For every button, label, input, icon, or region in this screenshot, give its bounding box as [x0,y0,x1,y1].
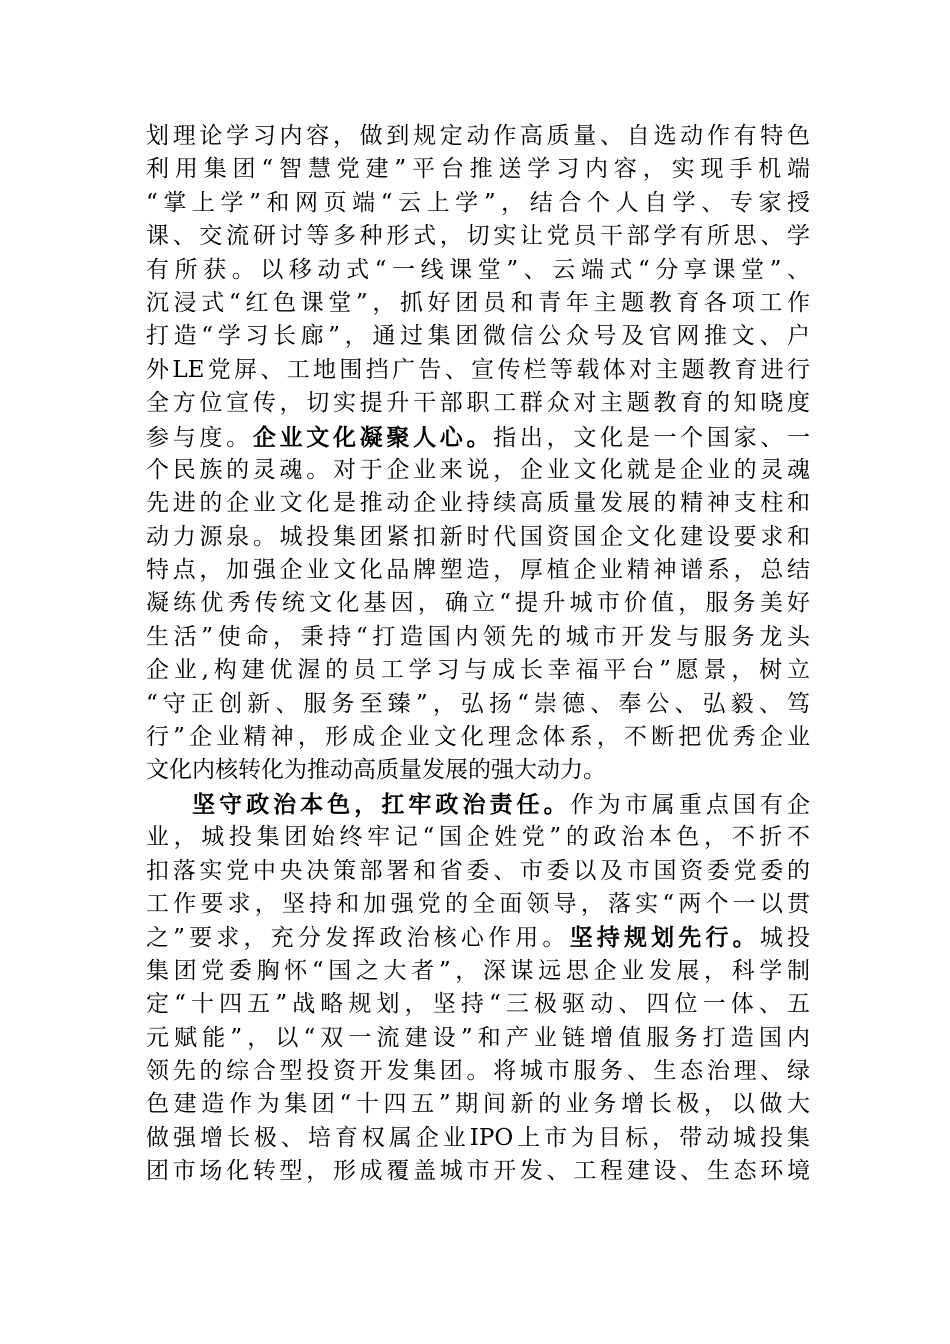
line-text: 团市场化转型，形成覆盖城市开发、工程建设、生态环境 [146,1158,810,1185]
line-text: 有所获。以移动式“一线课堂”、云端式“分享课堂”、 [146,256,810,283]
line-text: 定“十四五”战略规划，坚持“三极驱动、四位一体、五 [146,991,810,1018]
line-text: 打造“学习长廊”，通过集团微信公众号及官网推文、户 [146,323,810,350]
text-line [146,454,810,487]
line-text: 扣落实党中央决策部署和省委、市委以及市国资委党委的 [146,857,810,884]
line-text: “掌上学”和网页端“云上学”，结合个人自学、专家授 [146,189,810,216]
text-line [146,587,810,620]
text-line [146,120,810,153]
text-line [146,888,810,921]
line-text: 色建造作为集团“十四五”期间新的业务增长极，以做大 [146,1091,810,1118]
text-line [146,554,810,587]
text-line [146,754,810,787]
line-text: 个民族的灵魂。对于企业来说，企业文化就是企业的灵魂 [146,456,810,483]
line-text: 先进的企业文化是推动企业持续高质量发展的精神支柱和 [146,490,810,517]
line-text: 生活”使命，秉持“打造国内领先的城市开发与服务龙头 [146,623,810,650]
text-line [146,1022,810,1055]
line-text: 参与度。 [146,424,253,451]
line-text: 工作要求，坚持和加强党的全面领导，落实“两个一以贯 [146,890,810,917]
line-text: 课、交流研讨等多种形式，切实让党员干部学有所思、学 [146,223,810,250]
text-line [146,621,810,654]
line-text: 外LE党屏、工地围挡广告、宣传栏等载体对主题教育进行 [146,356,810,383]
text-line [146,220,810,253]
line-text: 行”企业精神，形成企业文化理念体系，不断把优秀企业 [146,724,810,751]
line-text: 动力源泉。城投集团紧扣新时代国资国企文化建设要求和 [146,523,810,550]
line-text: 利用集团“智慧党建”平台推送学习内容，实现手机端 [146,156,810,183]
line-text: 之”要求，充分发挥政治核心作用。 [146,925,570,952]
text-line [146,320,810,353]
text-line [146,821,810,854]
line-text: 凝练优秀传统文化基因，确立“提升城市价值，服务美好 [146,590,810,617]
line-text: 沉浸式“红色课堂”，抓好团员和青年主题教育各项工作 [146,289,810,316]
line-text: 业，城投集团始终牢记“国企姓党”的政治本色，不折不 [146,824,810,851]
text-line [146,988,810,1021]
paragraph-start-line [146,788,810,821]
line-text: 集团党委胸怀“国之大者”，深谋远思企业发展，科学制 [146,957,810,984]
text-line [146,721,810,754]
text-line [146,421,810,454]
text-line [146,654,810,687]
text-line [146,688,810,721]
bold-heading-enterprise-culture: 企业文化凝聚人心。 [252,423,494,451]
body-text [146,120,810,1189]
line-text: 划理论学习内容，做到规定动作高质量、自选动作有特色 [146,123,810,149]
line-text: 元赋能”，以“双一流建设”和产业链增值服务打造国内 [146,1024,810,1051]
text-line [146,921,810,954]
text-line [146,354,810,387]
bold-heading-political: 坚守政治本色，扛牢政治责任。 [192,790,571,818]
text-line [146,287,810,320]
text-line [146,254,810,287]
text-line [146,521,810,554]
line-text: 作为市属重点国有企 [570,791,810,818]
text-line [146,387,810,420]
text-line [146,1155,810,1188]
line-text: 领先的综合型投资开发集团。将城市服务、生态治理、绿 [146,1057,810,1084]
line-text: 指出，文化是一个国家、一 [493,424,810,451]
text-line [146,855,810,888]
text-line [146,1122,810,1155]
line-text: 企业,构建优渥的员工学习与成长幸福平台”愿景，树立 [146,657,810,684]
line-text: “守正创新、服务至臻”，弘扬“崇德、奉公、弘毅、笃 [146,690,810,717]
line-text: 做强增长极、培育权属企业IPO上市为目标，带动城投集 [146,1124,810,1151]
bold-heading-planning: 坚持规划先行。 [569,924,760,952]
text-line [146,1088,810,1121]
text-line [146,487,810,520]
text-line [146,955,810,988]
text-line [146,1055,810,1088]
text-line [146,153,810,186]
line-text: 特点，加强企业文化品牌塑造，厚植企业精神谱系，总结 [146,557,810,584]
line-text: 文化内核转化为推动高质量发展的强大动力。 [146,757,606,784]
line-text: 全方位宣传，切实提升干部职工群众对主题教育的知晓度 [146,390,810,417]
line-text: 城投 [759,925,810,952]
text-line [146,187,810,220]
